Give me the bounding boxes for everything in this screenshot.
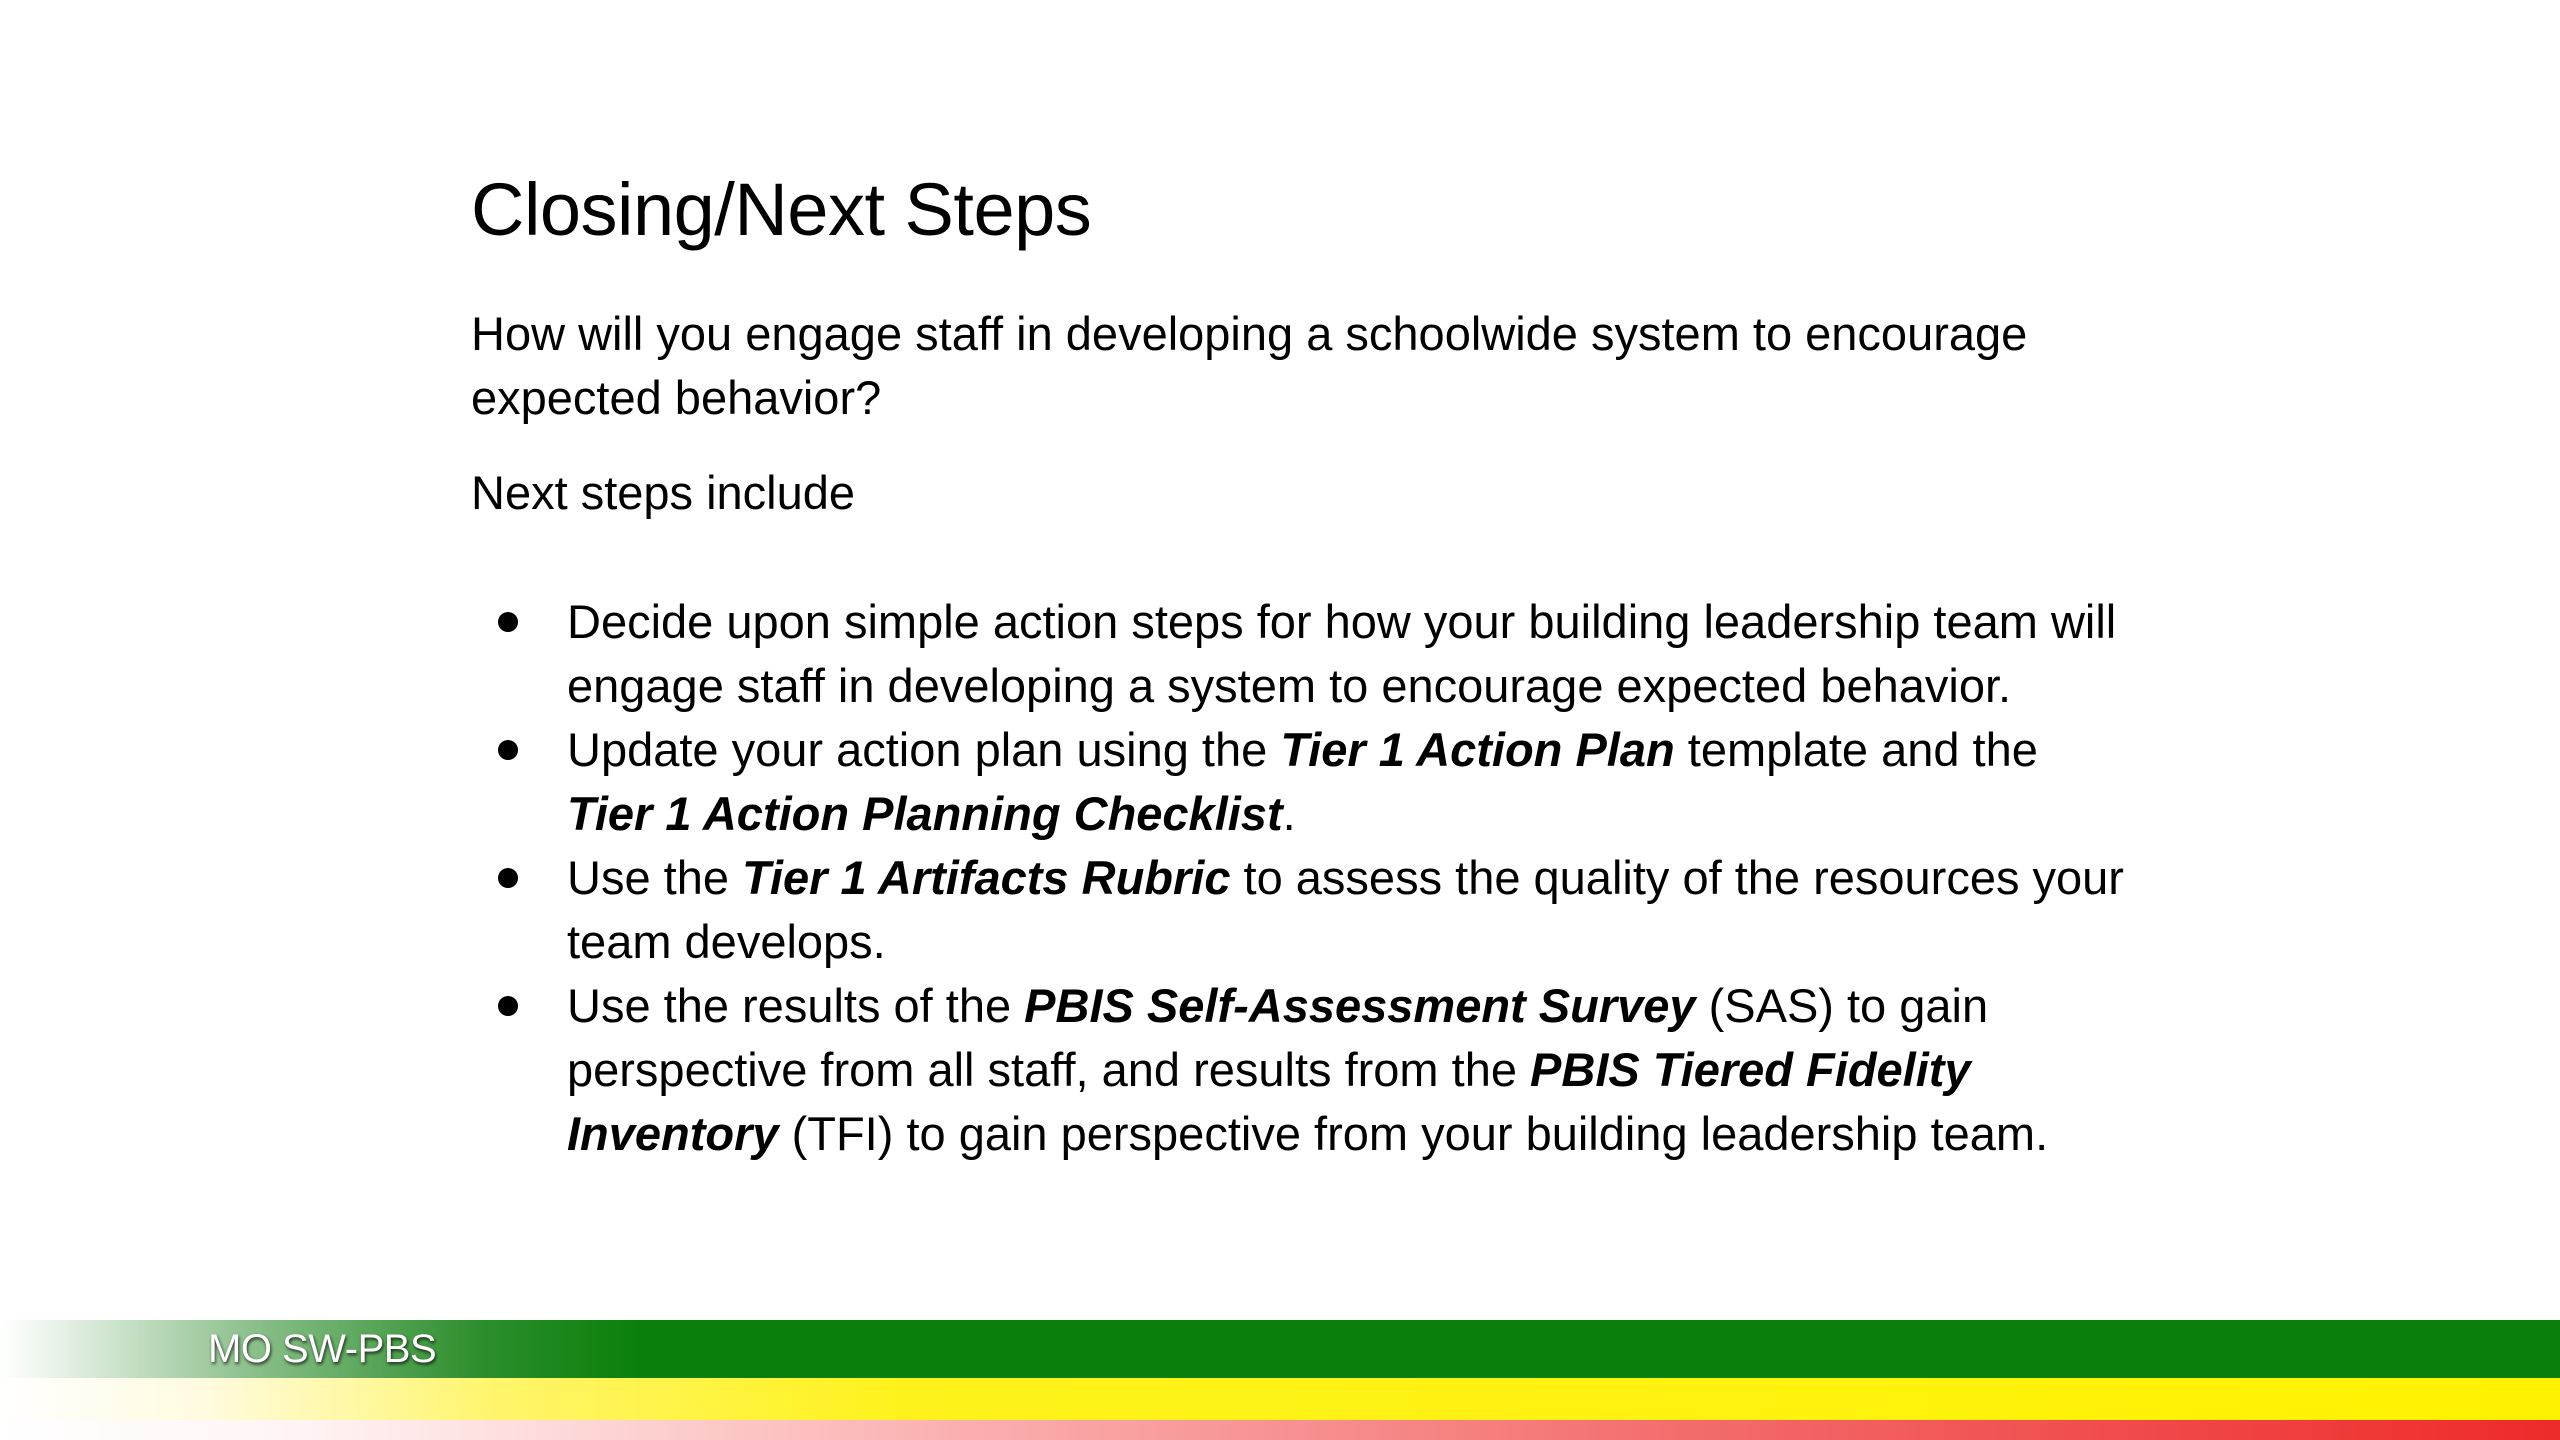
bullet-icon <box>498 868 518 888</box>
bullet-text: Decide upon simple action steps for how your building leadership team will engage staff in developing a system to encourage expected behavior. <box>567 595 2117 712</box>
next-steps-list <box>471 590 2124 1166</box>
survey-title: PBIS Self-Assessment Survey <box>1024 979 1696 1032</box>
bullet-text: (TFI) to gain perspective from your building leadership team. <box>778 1107 2049 1160</box>
next-steps-intro: Next steps include <box>471 466 856 519</box>
bullet-text: Use the <box>567 851 743 904</box>
list-item <box>471 590 2127 718</box>
list-item <box>471 718 2127 846</box>
bullet-icon <box>498 740 518 760</box>
bullet-text: template and the <box>1674 723 2038 776</box>
bullet-icon <box>498 612 518 632</box>
footer-red-band <box>0 1420 2560 1440</box>
bullet-text: Use the results of the <box>567 979 1025 1032</box>
slide-content <box>471 160 2124 1166</box>
bullet-text: (SAS) to gain perspective from all staff, and results from the <box>567 979 1989 1096</box>
bullet-text: Update your action plan using the <box>567 723 1281 776</box>
rubric-title: Tier 1 Artifacts Rubric <box>742 851 1231 904</box>
slide-title: Closing/Next Steps <box>471 168 1092 251</box>
list-item <box>471 974 2127 1166</box>
footer-brand-label: MO SW-PBS <box>208 1327 437 1371</box>
checklist-title: Tier 1 Action Planning Checklist <box>567 787 1283 840</box>
list-item <box>471 846 2127 974</box>
bullet-text: . <box>1282 787 1296 840</box>
guiding-question: How will you engage staff in developing a schoolwide system to encourage expected behavior? <box>471 307 2028 424</box>
bullet-icon <box>498 996 518 1016</box>
bullet-text: to assess the quality of the resources your team develops. <box>567 851 2124 968</box>
footer-yellow-band <box>0 1378 2560 1420</box>
inventory-title: PBIS Tiered Fidelity Inventory <box>567 1043 1971 1160</box>
action-plan-title: Tier 1 Action Plan <box>1280 723 1675 776</box>
